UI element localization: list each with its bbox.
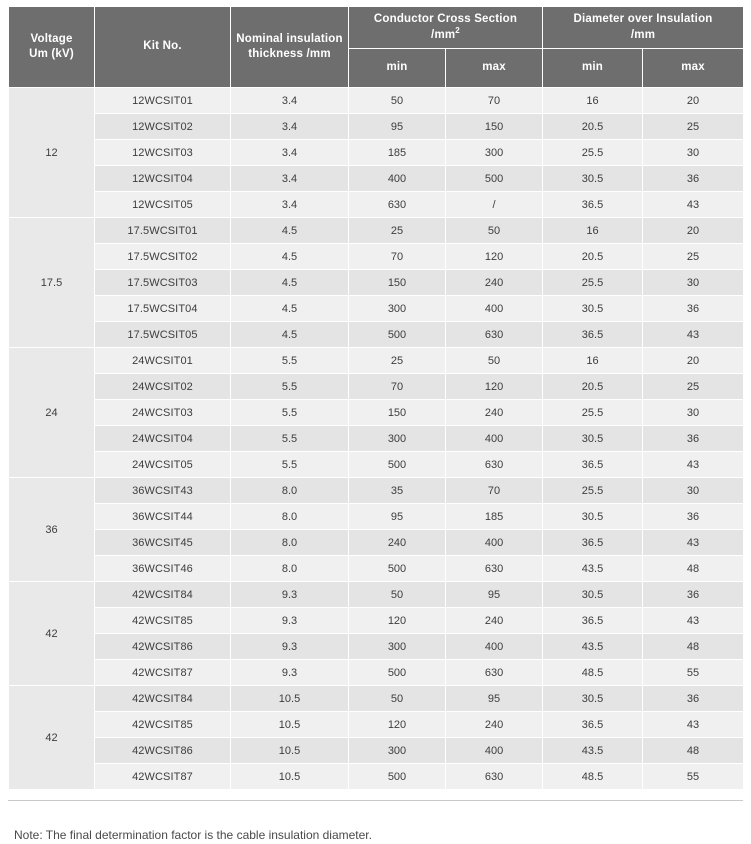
cell-cs-max: 630 xyxy=(446,660,543,686)
cell-cs-max: 240 xyxy=(446,270,543,296)
header-diameter-max: max xyxy=(643,49,744,88)
cell-kit-no: 12WCSIT05 xyxy=(95,192,231,218)
cell-cs-max: 630 xyxy=(446,322,543,348)
cell-diameter-max: 43 xyxy=(643,192,744,218)
table-row xyxy=(9,686,744,712)
cell-diameter-max: 48 xyxy=(643,738,744,764)
table-row xyxy=(9,348,744,374)
cell-nominal-thickness: 10.5 xyxy=(231,686,349,712)
cell-nominal-thickness: 3.4 xyxy=(231,166,349,192)
cell-kit-no: 17.5WCSIT03 xyxy=(95,270,231,296)
cell-diameter-max: 36 xyxy=(643,504,744,530)
cell-diameter-max: 43 xyxy=(643,452,744,478)
cell-nominal-thickness: 3.4 xyxy=(231,140,349,166)
cell-diameter-max: 36 xyxy=(643,686,744,712)
cell-diameter-max: 36 xyxy=(643,296,744,322)
cell-cs-max: 50 xyxy=(446,348,543,374)
header-nominal-thickness xyxy=(231,7,349,88)
cell-cs-max: 500 xyxy=(446,166,543,192)
cell-cs-max: 50 xyxy=(446,218,543,244)
table-row xyxy=(9,556,744,582)
cell-diameter-max: 25 xyxy=(643,374,744,400)
cell-diameter-min: 48.5 xyxy=(543,764,643,790)
cell-cs-min: 500 xyxy=(349,660,446,686)
cell-nominal-thickness: 5.5 xyxy=(231,426,349,452)
cell-diameter-min: 20.5 xyxy=(543,114,643,140)
table-row xyxy=(9,426,744,452)
cell-nominal-thickness: 4.5 xyxy=(231,244,349,270)
cell-kit-no: 36WCSIT44 xyxy=(95,504,231,530)
cell-nominal-thickness: 10.5 xyxy=(231,738,349,764)
cell-diameter-max: 30 xyxy=(643,140,744,166)
cell-nominal-thickness: 5.5 xyxy=(231,400,349,426)
cell-cs-min: 500 xyxy=(349,556,446,582)
cell-cs-max: 70 xyxy=(446,88,543,114)
cell-kit-no: 42WCSIT86 xyxy=(95,738,231,764)
cell-nominal-thickness: 8.0 xyxy=(231,556,349,582)
cell-kit-no: 36WCSIT46 xyxy=(95,556,231,582)
cell-diameter-min: 25.5 xyxy=(543,270,643,296)
cell-diameter-max: 30 xyxy=(643,478,744,504)
header-nominal-line1: Nominal insulation xyxy=(236,32,343,45)
cell-diameter-max: 30 xyxy=(643,400,744,426)
cell-cs-max: 185 xyxy=(446,504,543,530)
cell-kit-no: 42WCSIT87 xyxy=(95,660,231,686)
cell-diameter-max: 25 xyxy=(643,114,744,140)
table-row xyxy=(9,530,744,556)
cell-diameter-min: 25.5 xyxy=(543,400,643,426)
cell-diameter-min: 30.5 xyxy=(543,296,643,322)
cell-cs-max: 70 xyxy=(446,478,543,504)
cell-cs-max: 630 xyxy=(446,764,543,790)
header-voltage xyxy=(9,7,95,88)
table-row xyxy=(9,660,744,686)
cell-diameter-min: 36.5 xyxy=(543,712,643,738)
cell-cs-min: 185 xyxy=(349,140,446,166)
cell-diameter-min: 48.5 xyxy=(543,660,643,686)
table-row xyxy=(9,712,744,738)
cell-kit-no: 36WCSIT45 xyxy=(95,530,231,556)
cell-kit-no: 24WCSIT01 xyxy=(95,348,231,374)
cell-diameter-min: 30.5 xyxy=(543,686,643,712)
cell-nominal-thickness: 8.0 xyxy=(231,478,349,504)
cell-cs-min: 150 xyxy=(349,400,446,426)
cell-nominal-thickness: 4.5 xyxy=(231,322,349,348)
cell-voltage: 42 xyxy=(9,686,95,790)
cell-nominal-thickness: 3.4 xyxy=(231,192,349,218)
cell-diameter-min: 36.5 xyxy=(543,452,643,478)
cell-voltage: 12 xyxy=(9,88,95,218)
header-row-top xyxy=(9,7,744,49)
header-diameter-over-insulation xyxy=(543,7,744,49)
table-row xyxy=(9,322,744,348)
cell-kit-no: 17.5WCSIT05 xyxy=(95,322,231,348)
cell-cs-min: 400 xyxy=(349,166,446,192)
cell-kit-no: 12WCSIT04 xyxy=(95,166,231,192)
cell-diameter-max: 36 xyxy=(643,166,744,192)
cell-diameter-min: 43.5 xyxy=(543,634,643,660)
cell-kit-no: 17.5WCSIT02 xyxy=(95,244,231,270)
header-kit-no: Kit No. xyxy=(95,7,231,88)
cell-diameter-min: 30.5 xyxy=(543,504,643,530)
cell-diameter-min: 16 xyxy=(543,88,643,114)
table-row xyxy=(9,452,744,478)
cell-cs-max: 95 xyxy=(446,582,543,608)
cell-voltage: 36 xyxy=(9,478,95,582)
table-row xyxy=(9,296,744,322)
cell-kit-no: 24WCSIT03 xyxy=(95,400,231,426)
cell-diameter-max: 43 xyxy=(643,712,744,738)
cell-diameter-min: 30.5 xyxy=(543,166,643,192)
cell-diameter-min: 16 xyxy=(543,218,643,244)
cell-diameter-max: 55 xyxy=(643,660,744,686)
cell-cs-max: 120 xyxy=(446,374,543,400)
cell-diameter-max: 48 xyxy=(643,634,744,660)
table-row xyxy=(9,88,744,114)
cell-diameter-max: 36 xyxy=(643,582,744,608)
cell-cs-min: 240 xyxy=(349,530,446,556)
cell-nominal-thickness: 3.4 xyxy=(231,88,349,114)
table-row xyxy=(9,192,744,218)
table-row xyxy=(9,608,744,634)
cell-nominal-thickness: 10.5 xyxy=(231,712,349,738)
cell-diameter-max: 25 xyxy=(643,244,744,270)
cell-diameter-max: 48 xyxy=(643,556,744,582)
table-body xyxy=(9,88,744,790)
cell-kit-no: 42WCSIT87 xyxy=(95,764,231,790)
cell-nominal-thickness: 9.3 xyxy=(231,582,349,608)
cell-cs-min: 500 xyxy=(349,322,446,348)
cell-kit-no: 17.5WCSIT01 xyxy=(95,218,231,244)
header-diameter-line1: Diameter over Insulation xyxy=(573,13,713,25)
table-row xyxy=(9,634,744,660)
cell-cs-min: 300 xyxy=(349,296,446,322)
cell-cs-min: 25 xyxy=(349,348,446,374)
cell-kit-no: 24WCSIT04 xyxy=(95,426,231,452)
cell-kit-no: 42WCSIT86 xyxy=(95,634,231,660)
cell-diameter-min: 36.5 xyxy=(543,192,643,218)
cell-cs-max: 300 xyxy=(446,140,543,166)
cell-cs-min: 50 xyxy=(349,582,446,608)
cell-cs-min: 300 xyxy=(349,634,446,660)
header-cs-max: max xyxy=(446,49,543,88)
cell-nominal-thickness: 5.5 xyxy=(231,374,349,400)
cell-diameter-min: 16 xyxy=(543,348,643,374)
cell-nominal-thickness: 3.4 xyxy=(231,114,349,140)
header-nominal-line2: thickness /mm xyxy=(248,48,331,61)
table-row xyxy=(9,582,744,608)
table-row xyxy=(9,166,744,192)
cell-kit-no: 42WCSIT84 xyxy=(95,686,231,712)
cell-diameter-max: 43 xyxy=(643,608,744,634)
cell-nominal-thickness: 9.3 xyxy=(231,608,349,634)
cell-nominal-thickness: 4.5 xyxy=(231,296,349,322)
cell-diameter-min: 20.5 xyxy=(543,244,643,270)
cell-diameter-max: 20 xyxy=(643,88,744,114)
cell-diameter-min: 30.5 xyxy=(543,582,643,608)
cell-cs-max: 400 xyxy=(446,530,543,556)
cell-nominal-thickness: 8.0 xyxy=(231,530,349,556)
cell-kit-no: 42WCSIT84 xyxy=(95,582,231,608)
table-row xyxy=(9,218,744,244)
header-conductor-line1: Conductor Cross Section xyxy=(373,13,518,25)
cell-cs-max: 400 xyxy=(446,634,543,660)
cell-kit-no: 17.5WCSIT04 xyxy=(95,296,231,322)
cell-nominal-thickness: 9.3 xyxy=(231,660,349,686)
cell-diameter-min: 36.5 xyxy=(543,608,643,634)
table-row xyxy=(9,374,744,400)
cell-kit-no: 24WCSIT02 xyxy=(95,374,231,400)
cell-diameter-min: 25.5 xyxy=(543,478,643,504)
cell-cs-min: 95 xyxy=(349,504,446,530)
note-section xyxy=(8,801,743,844)
cell-kit-no: 12WCSIT01 xyxy=(95,88,231,114)
cell-diameter-min: 20.5 xyxy=(543,374,643,400)
cell-cs-max: 95 xyxy=(446,686,543,712)
cell-cs-max: 400 xyxy=(446,738,543,764)
cell-cs-min: 35 xyxy=(349,478,446,504)
cell-nominal-thickness: 4.5 xyxy=(231,218,349,244)
cell-diameter-max: 36 xyxy=(643,426,744,452)
cell-kit-no: 24WCSIT05 xyxy=(95,452,231,478)
cell-diameter-min: 43.5 xyxy=(543,738,643,764)
cell-cs-min: 25 xyxy=(349,218,446,244)
cable-kit-spec-table xyxy=(8,6,744,790)
table-row xyxy=(9,114,744,140)
cell-diameter-min: 43.5 xyxy=(543,556,643,582)
cell-kit-no: 42WCSIT85 xyxy=(95,712,231,738)
cell-nominal-thickness: 4.5 xyxy=(231,270,349,296)
table-row xyxy=(9,504,744,530)
cell-cs-max: 240 xyxy=(446,400,543,426)
header-conductor-line2: /mm xyxy=(431,28,456,41)
cell-diameter-min: 30.5 xyxy=(543,426,643,452)
cell-cs-min: 150 xyxy=(349,270,446,296)
table-row xyxy=(9,478,744,504)
header-diameter-min: min xyxy=(543,49,643,88)
cell-cs-max: 400 xyxy=(446,426,543,452)
cell-cs-min: 500 xyxy=(349,452,446,478)
cell-kit-no: 12WCSIT03 xyxy=(95,140,231,166)
cell-cs-max: 150 xyxy=(446,114,543,140)
table-row xyxy=(9,270,744,296)
cell-cs-max: 120 xyxy=(446,244,543,270)
cell-nominal-thickness: 8.0 xyxy=(231,504,349,530)
table-header xyxy=(9,7,744,88)
cell-cs-min: 300 xyxy=(349,738,446,764)
cell-diameter-min: 36.5 xyxy=(543,530,643,556)
cell-cs-max: 240 xyxy=(446,608,543,634)
cell-voltage: 17.5 xyxy=(9,218,95,348)
header-conductor-superscript: 2 xyxy=(455,25,460,35)
cell-cs-min: 120 xyxy=(349,608,446,634)
cell-diameter-max: 20 xyxy=(643,348,744,374)
cell-cs-min: 50 xyxy=(349,88,446,114)
cell-diameter-max: 43 xyxy=(643,530,744,556)
header-diameter-line2: /mm xyxy=(630,28,656,41)
cell-cs-min: 300 xyxy=(349,426,446,452)
cell-nominal-thickness: 9.3 xyxy=(231,634,349,660)
cell-voltage: 24 xyxy=(9,348,95,478)
header-voltage-line2: Um (kV) xyxy=(29,48,74,61)
header-voltage-line1: Voltage xyxy=(30,32,73,45)
cell-cs-min: 50 xyxy=(349,686,446,712)
cell-cs-min: 95 xyxy=(349,114,446,140)
cell-nominal-thickness: 5.5 xyxy=(231,348,349,374)
cell-cs-min: 630 xyxy=(349,192,446,218)
table-row xyxy=(9,140,744,166)
note-text: Note: The final determination factor is the cable insulation diameter. xyxy=(14,828,372,843)
header-conductor-cross-section xyxy=(349,7,543,49)
cell-diameter-max: 30 xyxy=(643,270,744,296)
header-cs-min: min xyxy=(349,49,446,88)
table-row xyxy=(9,400,744,426)
table-row xyxy=(9,738,744,764)
cell-cs-min: 70 xyxy=(349,244,446,270)
cell-diameter-max: 43 xyxy=(643,322,744,348)
cell-cs-max: 630 xyxy=(446,556,543,582)
cell-diameter-max: 20 xyxy=(643,218,744,244)
cell-nominal-thickness: 5.5 xyxy=(231,452,349,478)
cell-diameter-min: 25.5 xyxy=(543,140,643,166)
cell-kit-no: 12WCSIT02 xyxy=(95,114,231,140)
cell-cs-min: 500 xyxy=(349,764,446,790)
cell-cs-max: / xyxy=(446,192,543,218)
cell-voltage: 42 xyxy=(9,582,95,686)
cell-diameter-max: 55 xyxy=(643,764,744,790)
table-row xyxy=(9,244,744,270)
cell-cs-max: 630 xyxy=(446,452,543,478)
cell-cs-max: 240 xyxy=(446,712,543,738)
cell-kit-no: 36WCSIT43 xyxy=(95,478,231,504)
cell-cs-min: 120 xyxy=(349,712,446,738)
cell-cs-min: 70 xyxy=(349,374,446,400)
cell-kit-no: 42WCSIT85 xyxy=(95,608,231,634)
cell-diameter-min: 36.5 xyxy=(543,322,643,348)
cell-nominal-thickness: 10.5 xyxy=(231,764,349,790)
cell-cs-max: 400 xyxy=(446,296,543,322)
